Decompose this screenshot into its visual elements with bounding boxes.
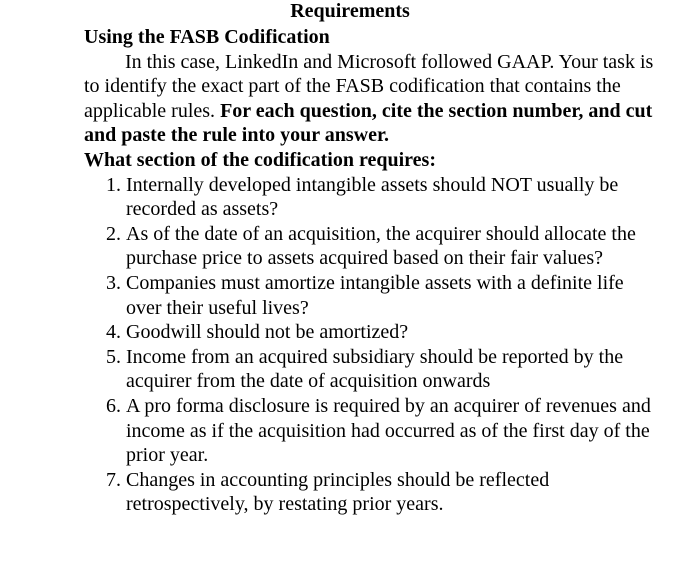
list-item: [84, 468, 656, 517]
section-subtitle: Using the FASB Codification: [84, 26, 330, 48]
question-heading: What section of the codification requires:: [84, 148, 437, 171]
item-number: 1.: [106, 173, 121, 196]
item-number: 2.: [106, 222, 121, 245]
list-item: [84, 394, 656, 468]
item-text: Income from an acquired subsidiary should be reported by the acquirer from the date of acquisition onwards: [126, 345, 624, 393]
page-title: Requirements: [290, 0, 410, 22]
requirements-body: [84, 25, 656, 517]
item-number: 4.: [106, 321, 121, 344]
item-number: 7.: [106, 468, 121, 491]
item-number: 6.: [106, 394, 121, 417]
requirements-list: [84, 173, 656, 517]
list-item: [84, 320, 656, 345]
item-number: 5.: [106, 345, 121, 368]
item-text: As of the date of an acquisition, the acquirer should allocate the purchase price to assets acquired based on their fair values?: [126, 222, 636, 270]
intro-paragraph: [84, 50, 656, 148]
list-item: [84, 345, 656, 394]
item-text: A pro forma disclosure is required by an acquirer of revenues and income as if the acquisition had occurred as of the first day of the prior year.: [126, 394, 651, 467]
item-text: Changes in accounting principles should be reflected retrospectively, by restating prior years.: [126, 468, 550, 516]
item-text: Goodwill should not be amortized?: [126, 321, 409, 344]
intro-instruction: For each question, cite the section number, and cut and paste the rule into your answer.: [84, 99, 653, 147]
list-item: [84, 173, 656, 222]
list-item: [84, 271, 656, 320]
list-item: [84, 222, 656, 271]
intro-text: In this case, LinkedIn and Microsoft followed GAAP. Your task is to identify the exact part of the FASB codification that contains the applicable rules.: [84, 50, 654, 122]
item-text: Internally developed intangible assets should NOT usually be recorded as assets?: [126, 173, 619, 221]
item-text: Companies must amortize intangible assets with a definite life over their useful lives?: [126, 271, 624, 319]
item-number: 3.: [106, 271, 121, 294]
